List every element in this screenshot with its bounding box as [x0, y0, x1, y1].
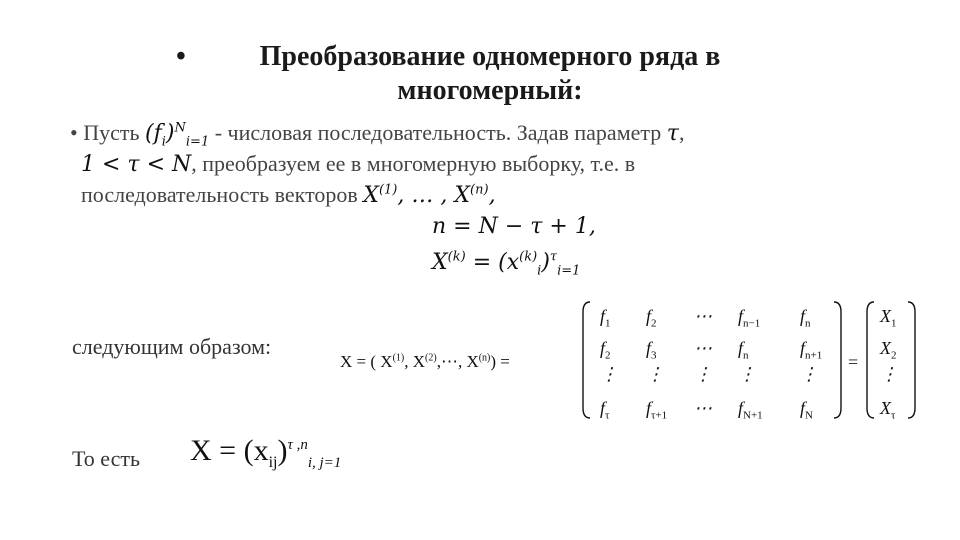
- matrix-cell: ⋯: [694, 398, 712, 418]
- matrix-cell: ⋮: [646, 364, 664, 384]
- vector-cell: ⋮: [880, 364, 898, 384]
- vectors-formula: $X^{(1)}$, … , $X^{(n)}$,: [363, 182, 496, 208]
- tau-symbol: τ: [666, 121, 679, 146]
- inequality: 1 < τ < N: [81, 152, 192, 177]
- matrix-cell: $f_{n-1}$: [738, 306, 761, 330]
- vector-cell: $X_1$: [880, 306, 897, 330]
- matrix-cell: ⋮: [738, 364, 756, 384]
- matrix-cell: $f_{\tau+1}$: [646, 398, 668, 422]
- matrix-cell: $f_n$: [738, 338, 749, 362]
- paragraph-bullet: •: [70, 120, 78, 145]
- sequence-formula: $(f_i)^N_{i=1}$: [145, 120, 210, 150]
- matrix-cell: $f_3$: [646, 338, 657, 362]
- equals-sign: =: [848, 352, 859, 372]
- matrix-cell: ⋮: [800, 364, 818, 384]
- matrix-cell: $f_\tau$: [600, 398, 610, 422]
- vector-cell: $X_\tau$: [880, 398, 896, 422]
- matrix-brackets: [580, 298, 870, 424]
- matrix-cell: ⋯: [694, 338, 712, 358]
- slide-title: [170, 40, 810, 108]
- intro-text-1: Пусть: [83, 120, 140, 145]
- comma: ,: [678, 120, 685, 145]
- matrix-cell: ⋮: [694, 364, 712, 384]
- title-line-2: многомерный:: [397, 75, 583, 106]
- matrix-cell: $f_2$: [646, 306, 657, 330]
- intro-text-4: последовательность векторов: [81, 182, 358, 207]
- title-bullet: •: [176, 41, 186, 72]
- intro-paragraph: [70, 118, 870, 211]
- matrix-cell: $f_1$: [600, 306, 611, 330]
- equation-n: n = N − τ + 1,: [432, 214, 596, 239]
- intro-text-2: - числовая последовательность. Задав параметр: [214, 120, 662, 145]
- title-line-1: Преобразование одномерного ряда в: [259, 41, 721, 72]
- final-formula: $X = (x_{ij})^{\tau ,n}_{i, j=1}$: [190, 434, 342, 471]
- matrix-lhs: X = ( $X^{(1)}$, $X^{(2)},\cdots$, $X^{(n)}$) =: [340, 352, 510, 371]
- matrix-cell: ⋮: [600, 364, 618, 384]
- that-is-label: То есть: [72, 446, 141, 471]
- matrix-cell: $f_{N+1}$: [738, 398, 763, 422]
- matrix-cell: $f_n$: [800, 306, 811, 330]
- matrix-cell: $f_N$: [800, 398, 813, 422]
- matrix-cell: ⋯: [694, 306, 712, 326]
- intro-text-3: , преобразуем ее в многомерную выборку, т.е. в: [191, 151, 636, 176]
- vector-cell: $X_2$: [880, 338, 897, 362]
- following-label: следующим образом:: [72, 334, 272, 359]
- matrix-cell: $f_2$: [600, 338, 611, 362]
- equation-xk: $X^{(k)} = (x^{(k)}_i)^\tau_{i=1}$: [432, 249, 581, 279]
- matrix-cell: $f_{n+1}$: [800, 338, 823, 362]
